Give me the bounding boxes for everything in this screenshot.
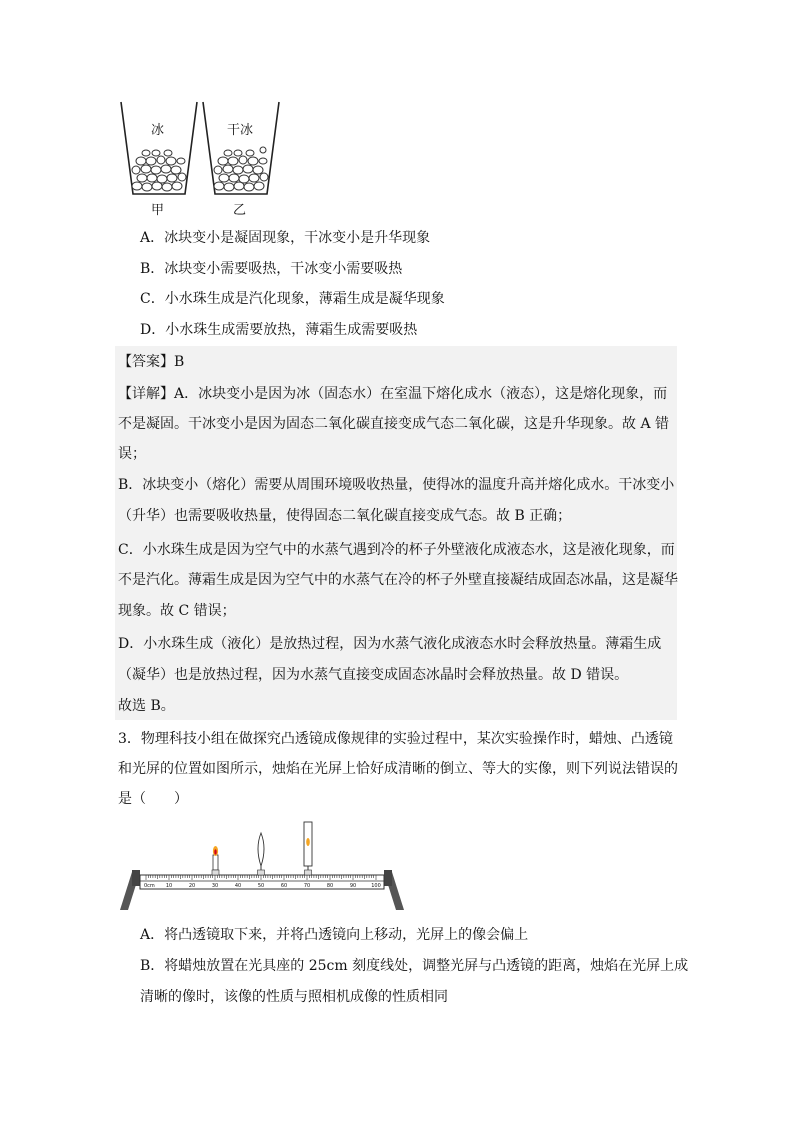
ruler-tick-label: 70 xyxy=(303,883,311,889)
detail-line: 不是凝固。干冰变小是因为固态二氧化碳直接变成气态二氧化碳，这是升华现象。故 A 错 xyxy=(118,416,670,432)
q2-option-d: D．小水珠生成需要放热，薄霜生成需要吸热 xyxy=(140,322,418,338)
q3-option-b: B．将蜡烛放置在光具座的 25cm 刻度线处，调整光屏与凸透镜的距离，烛焰在光屏上成 xyxy=(140,958,689,974)
ice-cubes xyxy=(132,150,186,191)
q3-stem-line: 是（ ） xyxy=(118,791,188,807)
detail-line: 故选 B。 xyxy=(118,698,175,714)
ruler-tick-label: 20 xyxy=(188,883,196,889)
answer-label: 【答案】B xyxy=(118,354,185,370)
q3-option-b-cont: 清晰的像时，该像的性质与照相机成像的性质相同 xyxy=(140,989,448,1005)
detail-line: 现象。故 C 错误； xyxy=(118,603,236,619)
optical-bench-figure xyxy=(118,818,408,914)
q2-option-c: C．小水珠生成是汽化现象，薄霜生成是凝华现象 xyxy=(140,291,445,307)
caption-right: 乙 xyxy=(233,203,247,218)
detail-line: （升华）也需要吸收热量，使得固态二氧化碳直接变成气态。故 B 正确； xyxy=(118,508,572,524)
convex-lens xyxy=(258,833,265,875)
detail-line: D．小水珠生成（液化）是放热过程，因为水蒸气液化成液态水时会释放热量。薄霜生成 xyxy=(118,636,662,652)
bench-end-left xyxy=(132,870,140,886)
candle xyxy=(212,846,219,875)
detail-line: B．冰块变小（熔化）需要从周围环境吸收热量，使得冰的温度升高并熔化成水。干冰变小 xyxy=(118,477,675,493)
ruler-tick-label: 90 xyxy=(349,883,357,889)
cup-left-label: 冰 xyxy=(151,123,165,138)
detail-line: C．小水珠生成是因为空气中的水蒸气遇到冷的杯子外壁液化成液态水，这是液化现象，而 xyxy=(118,542,675,558)
light-screen xyxy=(304,822,312,875)
ruler-tick-label: 0cm xyxy=(144,883,155,889)
detail-line: 【详解】A．冰块变小是因为冰（固态水）在室温下熔化成水（液态），这是熔化现象，而 xyxy=(118,386,668,402)
detail-line: 不是汽化。薄霜生成是因为空气中的水蒸气在冷的杯子外壁直接凝结成固态冰晶，这是凝华 xyxy=(118,572,678,588)
dry-ice-cubes xyxy=(214,147,268,191)
detail-line: 误； xyxy=(118,446,146,462)
detail-line: （凝华）也是放热过程，因为水蒸气直接变成固态冰晶时会释放热量。故 D 错误。 xyxy=(118,667,629,683)
q3-stem-line: 和光屏的位置如图所示，烛焰在光屏上恰好成清晰的倒立、等大的实像，则下列说法错误的 xyxy=(118,761,678,777)
ruler-tick-label: 30 xyxy=(211,883,219,889)
ruler-tick-label: 60 xyxy=(280,883,288,889)
caption-left: 甲 xyxy=(151,203,165,218)
cup-right-label: 干冰 xyxy=(227,123,254,138)
ruler-tick-label: 10 xyxy=(165,883,173,889)
q3-stem-line: 3．物理科技小组在做探究凸透镜成像规律的实验过程中，某次实验操作时，蜡烛、凸透镜 xyxy=(118,731,673,747)
ruler-tick-label: 40 xyxy=(234,883,242,889)
q3-option-a: A．将凸透镜取下来，并将凸透镜向上移动，光屏上的像会偏上 xyxy=(140,927,529,943)
q2-option-b: B．冰块变小需要吸热，干冰变小需要吸热 xyxy=(140,261,403,277)
cups-figure xyxy=(115,98,285,220)
ruler-tick-label: 50 xyxy=(257,883,265,889)
ruler-tick-label: 80 xyxy=(326,883,334,889)
ruler-tick-label: 100 xyxy=(371,883,381,889)
q2-option-a: A．冰块变小是凝固现象，干冰变小是升华现象 xyxy=(140,230,431,246)
bench-end-right xyxy=(384,870,392,886)
